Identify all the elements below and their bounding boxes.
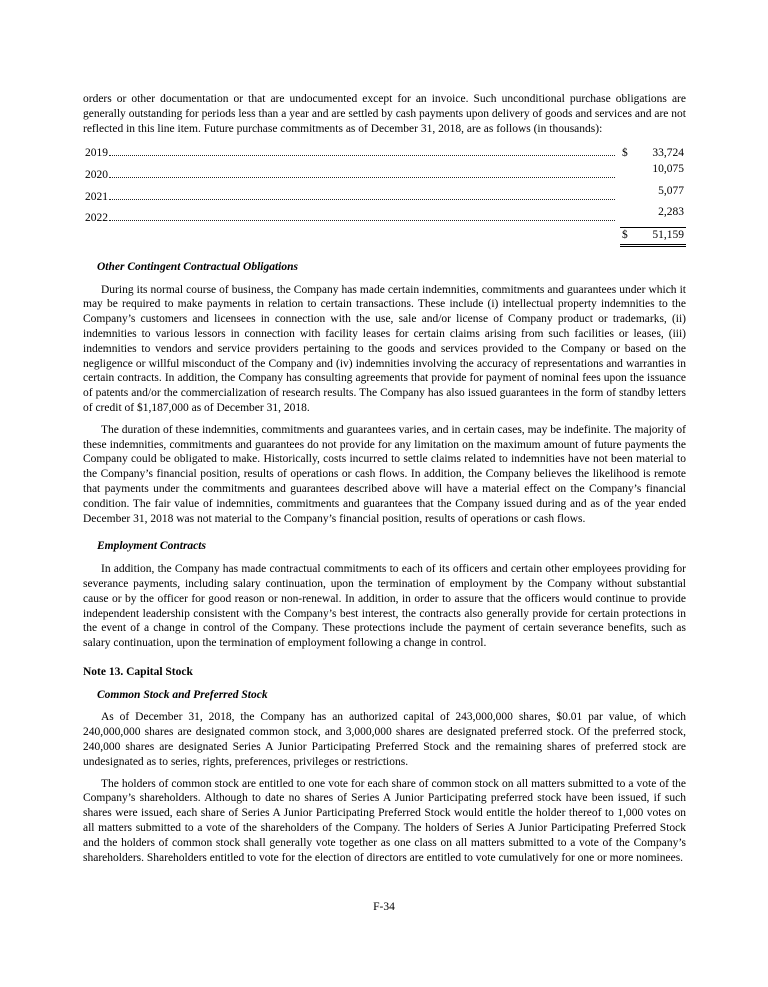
dot-leader (109, 176, 615, 178)
section-heading-common-preferred-stock: Common Stock and Preferred Stock (97, 688, 268, 701)
intro-paragraph: orders or other documentation or that are undocumented except for an invoice. Such unconditional purchase obligations are generally outstanding for periods less than a year and are settled by cash payments upon delivery of goods and services and are not reflected in this line item. Future purchase commitments as of December 31, 2018, are as follows (in thousands): (83, 93, 686, 135)
table-total-row (85, 227, 686, 247)
section-heading-employment-contracts: Employment Contracts (97, 540, 206, 553)
currency-symbol: $ (622, 228, 628, 241)
table-row-amount: 5,077 (658, 184, 684, 197)
table-total-amount: 51,159 (652, 228, 684, 241)
dot-leader (109, 154, 615, 156)
page-number: F-34 (373, 901, 395, 913)
section-heading-other-contingent: Other Contingent Contractual Obligations (97, 260, 298, 273)
table-row-amount: 10,075 (652, 163, 684, 176)
paragraph: The duration of these indemnities, commitments and guarantees varies, and in certain cases, may be indefinite. The majority of these indemnities, commitments and guarantees do not provide for any limitation on the maximum amount of future payments the Company could be obligated to make. Historically, costs incurred to settle claims related to indemnities have not been material to the Company’s financial position, results of operations or cash flows. In addition, the Company believes the likelihood is remote that payments under the commitments and guarantees described above will have a material effect on the Company’s financial condition. The fair value of indemnities, commitments and guarantees that the Company issued during and as of the year ended December 31, 2018 was not material to the Company’s financial position, results of operations or cash flows. (83, 423, 686, 525)
table-row (85, 162, 686, 184)
dot-leader (109, 198, 615, 200)
table-total-amount-group (620, 227, 686, 247)
table-row-year: 2022 (85, 212, 108, 225)
table-row (85, 146, 686, 162)
paragraph: As of December 31, 2018, the Company has an authorized capital of 243,000,000 shares, $0.01 par value, of which 240,000,000 shares are designated common stock, and 3,000,000 shares are designated preferred stock. Of the preferred stock, 240,000 shares are designated Series A Junior Participating Preferred Stock and the remaining shares of preferred stock are undesignated as to series, rights, preferences, privileges or restrictions. (83, 711, 686, 768)
currency-symbol: $ (622, 147, 628, 160)
table-row-year: 2020 (85, 168, 108, 181)
paragraph: In addition, the Company has made contractual commitments to each of its officers and certain other employees providing for severance payments, including salary continuation, upon the termination of employment by the Company without substantial cause or by the officer for good reason or non-renewal. In addition, in order to assure that the officers would continue to provide independent leadership consistent with the Company’s best interest, the contracts also generally provide for certain protections in the event of a change in control of the Company. These protections include the payment of certain severance benefits, such as salary continuation, upon the termination of employment following a change in control. (83, 563, 686, 650)
table-row-year: 2021 (85, 190, 108, 203)
note-heading-capital-stock: Note 13. Capital Stock (83, 665, 193, 678)
paragraph: During its normal course of business, the Company has made certain indemnities, commitments and guarantees under which it may be required to make payments in relation to certain transactions. These include (i) intellectual property indemnities to the Company’s customers and licensees in connection with the use, sale and/or license of Company product or trademarks, (ii) indemnities to various lessors in connection with facility leases for certain claims arising from such facilities or leases, (iii) indemnities to vendors and service providers pertaining to the goods and services provided to the Company or based on the negligence or willful misconduct of the Company and (iv) indemnities involving the accuracy of representations and warranties in certain contracts. In addition, the Company has consulting agreements that provide for payment of nominal fees upon the issuance of patents and/or the commercialization of research results. The Company has also issued guarantees in the form of standby letters of credit of $1,187,000 as of December 31, 2018. (83, 283, 686, 414)
paragraph: The holders of common stock are entitled to one vote for each share of common stock on all matters submitted to a vote of the Company’s shareholders. Although to date no shares of Series A Junior Participating preferred stock have been issued, if such shares were issued, each share of Series A Junior Participating Preferred Stock would entitle the holder thereof to 1,000 votes on all matters submitted to a vote of the shareholders of the Company. The holders of Series A Junior Participating Preferred Stock and the holders of common stock shall generally vote together as one class on all matters submitted to a vote of the Company’s shareholders. Shareholders entitled to vote for the election of directors are entitled to vote cumulatively for one or more nominees. (83, 777, 686, 864)
table-row-year: 2019 (85, 147, 108, 160)
table-row-amount: 2,283 (658, 206, 684, 219)
table-row (85, 184, 686, 206)
table-row (85, 205, 686, 227)
dot-leader (109, 219, 615, 221)
purchase-commitments-table (85, 146, 686, 246)
table-row-amount: 33,724 (652, 147, 684, 160)
